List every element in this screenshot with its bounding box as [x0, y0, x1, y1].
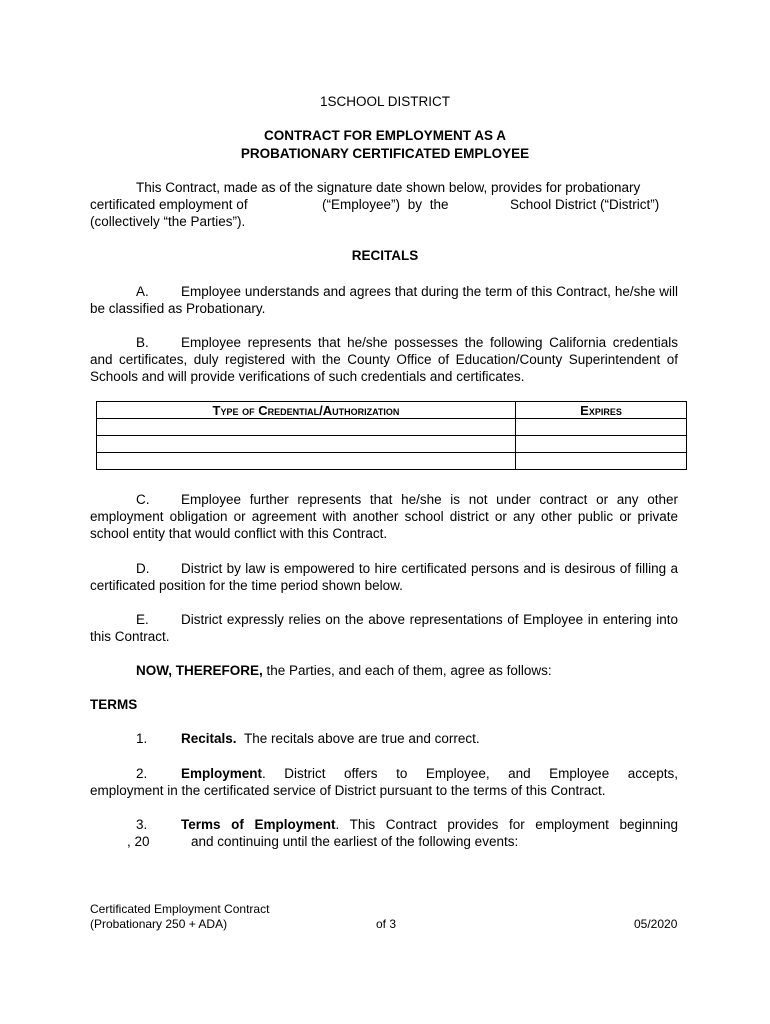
term-2-line-1: [181, 766, 678, 781]
recital-e-label: E.: [136, 612, 149, 627]
title-line-1: CONTRACT FOR EMPLOYMENT AS A: [264, 128, 506, 143]
term-1: [181, 731, 480, 746]
term-1-text: The recitals above are true and correct.: [244, 731, 480, 746]
now-therefore-text: the Parties, and each of them, agree as follows:: [262, 663, 552, 678]
recital-b-text: Employee represents that he/she possesses the following California credentials and certificates, duly registered with the County Office of Education/County Superintendent of Schools and will provide verifications of such credentials and certificates.: [90, 335, 678, 384]
footer-line-2: (Probationary 250 + ADA): [90, 917, 228, 931]
footer-date: 05/2020: [634, 917, 678, 931]
recital-b: [90, 334, 678, 385]
expires-cell[interactable]: [516, 453, 687, 470]
recital-b-label: B.: [136, 335, 149, 350]
term-3-text-line-1: . This Contract provides for employment beginning: [335, 817, 678, 832]
recital-a: [90, 283, 678, 317]
table-row: [97, 453, 687, 470]
intro-line-2a: certificated employment of: [90, 197, 248, 212]
recital-a-text: Employee understands and agrees that during the term of this Contract, he/she will be classified as Probationary.: [90, 284, 678, 316]
term-3-year: , 20: [127, 834, 150, 849]
credentials-table: [96, 401, 687, 470]
expires-header: Expires: [516, 402, 687, 419]
footer-line-1: Certificated Employment Contract: [90, 902, 270, 916]
credential-type-cell[interactable]: [97, 453, 516, 470]
term-2-text-line-2: employment in the certificated service of District pursuant to the terms of this Contract.: [90, 783, 606, 798]
recital-d-text: District by law is empowered to hire certificated persons and is desirous of filling a certificated position for the time period shown below.: [90, 561, 678, 593]
term-3-number: 3.: [136, 817, 148, 832]
credentials-table-header: [97, 402, 687, 419]
recital-e: [90, 611, 678, 645]
term-3-title: Terms of Employment: [181, 817, 336, 832]
recital-d-label: D.: [136, 561, 150, 576]
terms-heading: TERMS: [90, 697, 138, 712]
now-therefore-bold: NOW, THEREFORE,: [136, 663, 263, 678]
table-row: [97, 436, 687, 453]
intro-line-2c: School District (“District”): [510, 197, 660, 212]
term-2-number: 2.: [136, 766, 148, 781]
intro-line-2b: (“Employee”) by the: [322, 197, 449, 212]
term-3-text-line-2: and continuing until the earliest of the following events:: [191, 834, 519, 849]
intro-line-3: (collectively “the Parties”).: [90, 214, 246, 229]
term-2-text-line-1: . District offers to Employee, and Employee accepts,: [262, 766, 678, 781]
recital-c-label: C.: [136, 492, 150, 507]
now-therefore: [136, 663, 552, 678]
term-3-line-1: [181, 817, 678, 832]
expires-cell[interactable]: [516, 419, 687, 436]
credential-type-header: Type of Credential/Authorization: [97, 402, 516, 419]
recital-a-label: A.: [136, 284, 149, 299]
recital-c: [90, 491, 678, 542]
footer-page-number: of 3: [376, 917, 397, 931]
recital-c-text: Employee further represents that he/she is not under contract or any other employment obligation or agreement with another school district or any other public or private school entity that would conflict with this Contract.: [90, 492, 678, 541]
credential-type-cell[interactable]: [97, 436, 516, 453]
recital-e-text: District expressly relies on the above representations of Employee in entering into this Contract.: [90, 612, 678, 644]
intro-line-1: This Contract, made as of the signature date shown below, provides for probationary: [136, 180, 641, 195]
district-name: 1SCHOOL DISTRICT: [319, 94, 451, 109]
title-line-2: PROBATIONARY CERTIFICATED EMPLOYEE: [240, 146, 530, 161]
recitals-heading: RECITALS: [351, 248, 419, 263]
expires-cell[interactable]: [516, 436, 687, 453]
table-row: [97, 419, 687, 436]
term-1-number: 1.: [136, 731, 148, 746]
term-2-title: Employment: [181, 766, 263, 781]
recital-d: [90, 560, 678, 594]
credential-type-cell[interactable]: [97, 419, 516, 436]
term-1-title: Recitals.: [181, 731, 237, 746]
